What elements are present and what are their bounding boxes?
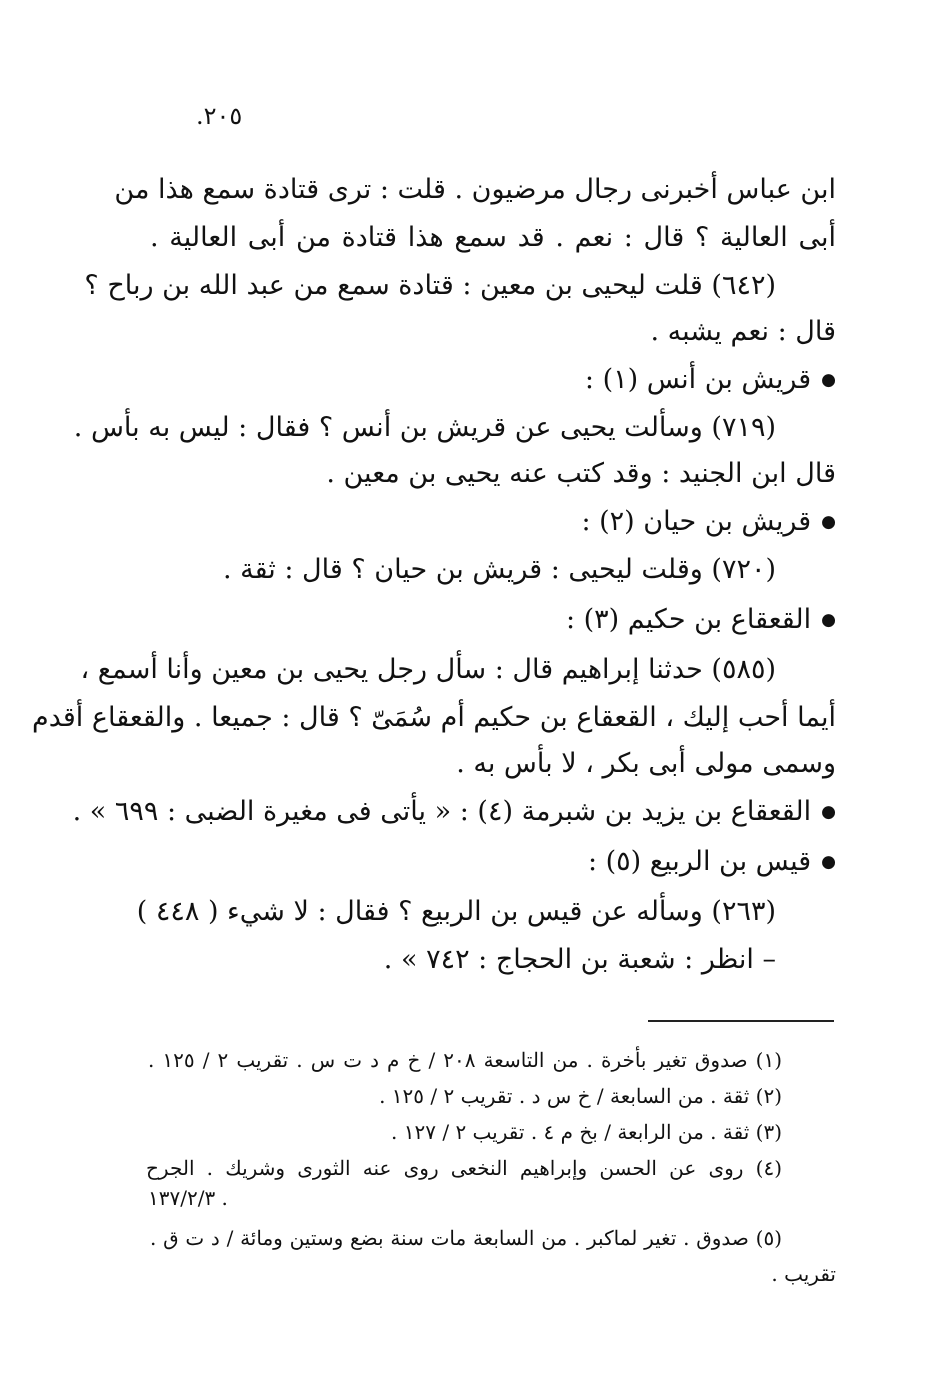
entry-642: (٦٤٢) قلت ليحيى بن معين : قتادة سمع من عبد الله بن رباح ؟ <box>84 270 776 301</box>
footnote-4: (٤) روى عن الحسن وإبراهيم النخعى روى عنه الثورى وشريك . الجرح <box>146 1156 782 1180</box>
footnote-5-continued: تقريب . <box>771 1262 836 1286</box>
body-line: قال ابن الجنيد : وقد كتب عنه يحيى بن معين . <box>326 458 836 489</box>
body-line: أبى العالية ؟ قال : نعم . قد سمع هذا قتادة من أبى العالية . <box>150 222 836 253</box>
footnote-5: (٥) صدوق . تغير لماكبر . من السابعة مات سنة بضع وستين ومائة / د ت ق . <box>150 1226 782 1250</box>
entry-585: (٥٨٥) حدثنا إبراهيم قال : سأل رجل يحيى بن معين وأنا أسمع ، <box>80 654 776 685</box>
body-line: ابن عباس أخبرنى رجال مرضيون . قلت : ترى قتادة سمع هذا من <box>114 174 836 205</box>
heading-qaqa-ibn-hakim: ● القعقاع بن حكيم (٣) : <box>566 606 836 633</box>
body-line: قال : نعم يشبه . <box>650 316 836 347</box>
footnote-separator <box>648 1020 834 1022</box>
entry-263: (٢٦٣) وسأله عن قيس بن الربيع ؟ فقال : لا شيء ( ٤٤٨ ) <box>136 896 776 927</box>
footnote-3: (٣) ثقة . من الرابعة / بخ م ٤ . تقريب ٢ / ١٢٧ . <box>391 1120 782 1144</box>
footnote-1: (١) صدوق تغير بأخرة . من التاسعة ٢٠٨ / خ م د ت س . تقريب ٢ / ١٢٥ . <box>148 1048 782 1072</box>
cross-reference: – انظر : شعبة بن الحجاج : ٧٤٢ » . <box>383 944 776 975</box>
footnote-2: (٢) ثقة . من السابعة / خ س د . تقريب ٢ / ١٢٥ . <box>379 1084 782 1108</box>
entry-720: (٧٢٠) وقلت ليحيى : قريش بن حيان ؟ قال : ثقة . <box>222 554 776 585</box>
entry-719: (٧١٩) وسألت يحيى عن قريش بن أنس ؟ فقال : ليس به بأس . <box>73 412 776 443</box>
footnote-4-continued: . ١٣٧/٢/٣ <box>148 1186 228 1210</box>
heading-qaqa-ibn-yazid: ● القعقاع بن يزيد بن شبرمة (٤) : « يأتى فى مغيرة الضبى : ٦٩٩ » . <box>73 798 836 825</box>
body-line: أيما أحب إليك ، القعقاع بن حكيم أم سُمَىّ ؟ قال : جميعا . والقعقاع أقدم <box>32 702 836 733</box>
heading-quraysh-ibn-anas: ● قريش بن أنس (١) : <box>585 366 836 393</box>
heading-qays-ibn-al-rabi: ● قيس بن الربيع (٥) : <box>588 848 836 875</box>
page-number: ٢٠٥. <box>196 102 243 130</box>
body-line: وسمى مولى أبى بكر ، لا بأس به . <box>456 748 836 779</box>
heading-quraysh-ibn-hayyan: ● قريش بن حيان (٢) : <box>581 508 836 535</box>
